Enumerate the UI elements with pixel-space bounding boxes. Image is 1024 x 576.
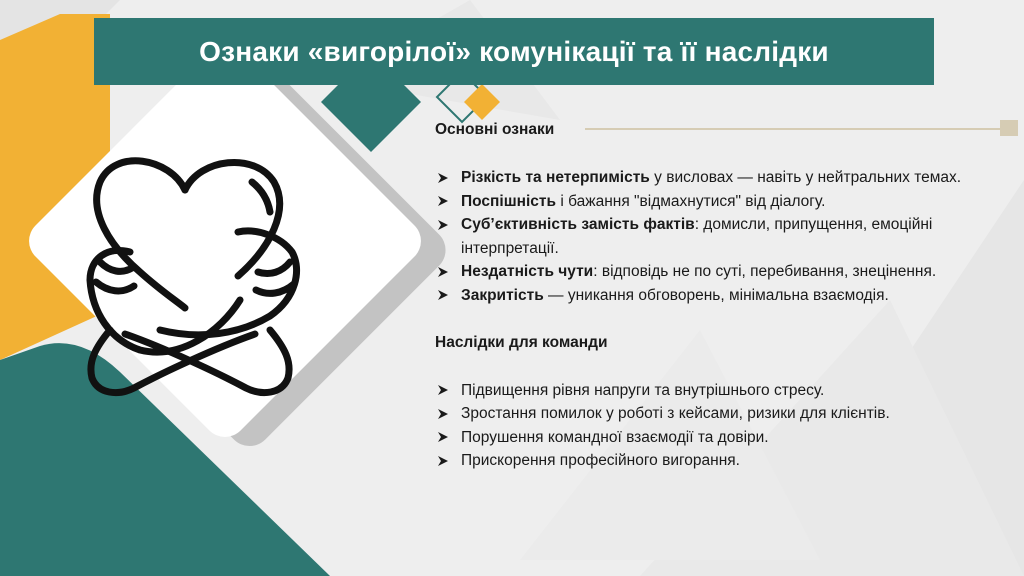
consequence-text: Порушення командної взаємодії та довіри. bbox=[461, 428, 769, 446]
page-title: Ознаки «вигорілої» комунікації та її наслідки bbox=[199, 35, 829, 67]
sign-text: і бажання "відмахнутися" від діалогу. bbox=[556, 192, 826, 210]
arrow-bullet-icon bbox=[437, 449, 451, 472]
signs-heading: Основні ознаки bbox=[435, 121, 555, 138]
arrow-bullet-icon bbox=[437, 213, 451, 236]
title-bar bbox=[94, 18, 934, 85]
list-item bbox=[435, 190, 995, 214]
arrow-bullet-icon bbox=[437, 166, 451, 189]
arrow-bullet-icon bbox=[437, 402, 451, 425]
sign-term: Нездатність чути bbox=[461, 263, 594, 280]
list-item bbox=[435, 449, 995, 473]
content bbox=[435, 118, 995, 473]
sign-text: у висловах — навіть у нейтральних темах. bbox=[649, 169, 962, 186]
sign-text: — уникання обговорень, мінімальна взаємодія. bbox=[543, 286, 889, 304]
list-item bbox=[435, 166, 995, 190]
sign-text: : відповідь не по суті, перебивання, знецінення. bbox=[593, 263, 937, 280]
list-item bbox=[435, 379, 995, 403]
sign-term: Поспішність bbox=[461, 192, 557, 210]
sign-term: Різкість та нетерпимість bbox=[461, 169, 650, 186]
arrow-bullet-icon bbox=[437, 426, 451, 449]
signs-heading-row bbox=[435, 118, 995, 142]
consequences-list bbox=[435, 379, 995, 473]
signs-list bbox=[435, 166, 995, 307]
consequence-text: Зростання помилок у роботі з кейсами, ризики для клієнтів. bbox=[461, 405, 890, 422]
heading-marker bbox=[1000, 120, 1018, 136]
consequences-heading: Наслідки для команди bbox=[435, 334, 608, 351]
arrow-bullet-icon bbox=[437, 379, 451, 402]
list-item bbox=[435, 213, 995, 260]
heading-divider bbox=[585, 128, 1005, 130]
sign-term: Закритість bbox=[461, 286, 544, 304]
consequence-text: Підвищення рівня напруги та внутрішнього стресу. bbox=[461, 381, 825, 399]
sign-text: : домисли, припущення, емоційні інтерпретації. bbox=[461, 216, 933, 257]
consequence-text: Прискорення професійного вигорання. bbox=[461, 452, 740, 469]
arrow-bullet-icon bbox=[437, 260, 451, 283]
list-item bbox=[435, 426, 995, 450]
list-item bbox=[435, 260, 995, 284]
list-item bbox=[435, 284, 995, 308]
sign-term: Суб’єктивність замість фактів bbox=[461, 216, 695, 233]
arrow-bullet-icon bbox=[437, 284, 451, 307]
arrow-bullet-icon bbox=[437, 190, 451, 213]
list-item bbox=[435, 402, 995, 426]
